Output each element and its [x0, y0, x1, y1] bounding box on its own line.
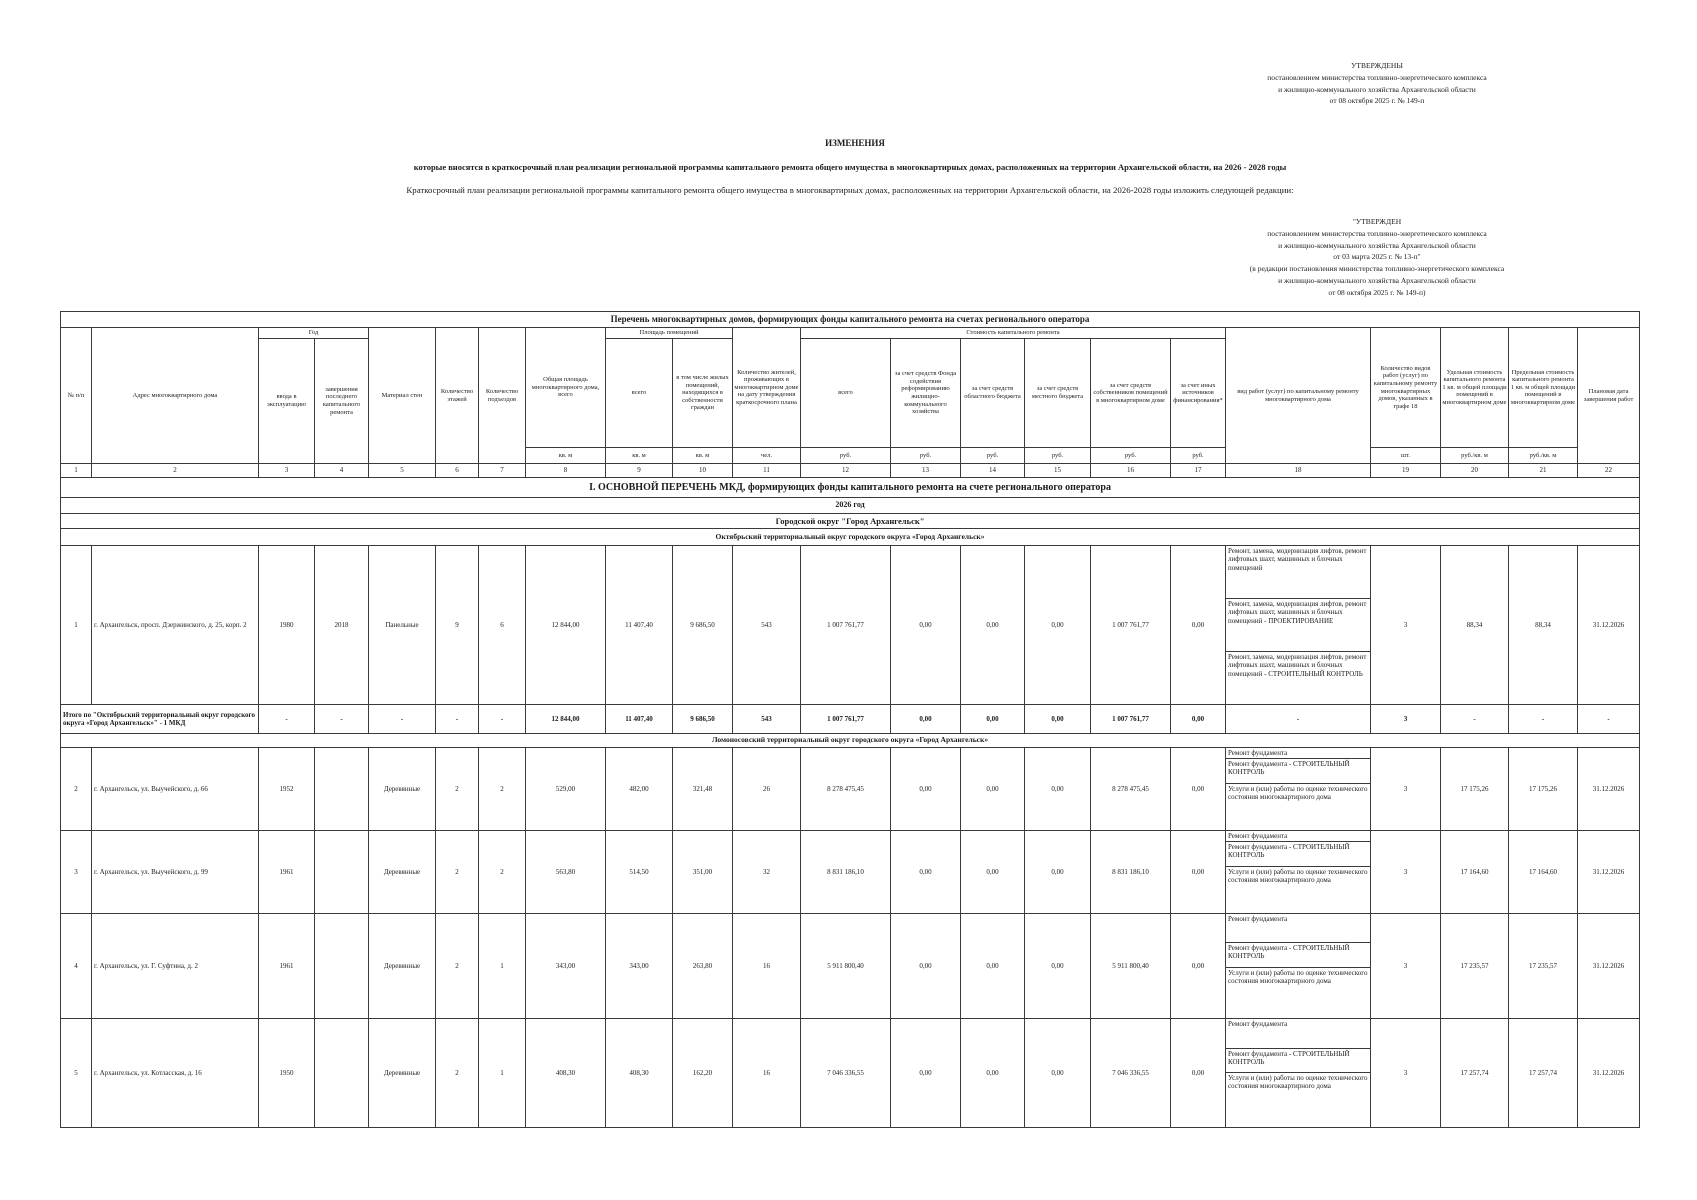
cell-floors: 2 [436, 831, 479, 914]
cell-residential-private-area: 162,20 [673, 1019, 733, 1128]
subtotal-cost-total: 1 007 761,77 [801, 705, 891, 734]
header-works: вид работ (услуг) по капитальному ремонту многоквартирного дома [1226, 328, 1371, 464]
cell-entrances: 6 [479, 546, 526, 705]
header-year-last-repair: завершения последнего капитального ремонта [315, 339, 369, 464]
cell-residential-private-area: 263,80 [673, 914, 733, 1019]
cell-completion-date: 31.12.2026 [1578, 914, 1640, 1019]
unit-cost-owners: руб. [1091, 448, 1171, 464]
cell-cost-total: 5 911 800,40 [801, 914, 891, 1019]
cell-total-area: 12 844,00 [526, 546, 606, 705]
district-title-row [61, 529, 1640, 546]
header-floors: Количество этажей [436, 328, 479, 464]
subtotal-total-area: 12 844,00 [526, 705, 606, 734]
cell-cost-owners: 7 046 336,55 [1091, 1019, 1171, 1128]
header-completion-date: Плановая дата завершения работ [1578, 328, 1640, 464]
header-address: Адрес многоквартирного дома [92, 328, 259, 464]
municipality-title: Городской округ "Город Архангельск" [61, 514, 1640, 529]
column-number: 19 [1371, 464, 1441, 478]
header-premises-area: всего [606, 339, 673, 448]
cell-floors: 2 [436, 914, 479, 1019]
cell-entrances: 2 [479, 831, 526, 914]
cell-premises-area: 514,50 [606, 831, 673, 914]
header-cost-owners: за счет средств собственников помещений в многоквартирном доме [1091, 339, 1171, 448]
cell-wall-material: Деревянные [369, 1019, 436, 1128]
quoted-approval-line: от 08 октября 2025 г. № 149-п) [1328, 287, 1426, 297]
cell-premises-area: 482,00 [606, 748, 673, 831]
unit-works-count: шт. [1371, 448, 1441, 464]
column-number: 8 [526, 464, 606, 478]
subtotal-cost-other: 0,00 [1171, 705, 1226, 734]
district-title: Октябрьский территориальный округ городского округа «Город Архангельск» [61, 529, 1640, 546]
document-subtitle: которые вносятся в краткосрочный план реализации региональной программы капитального ремонта общего имущества в многоквартирных домах, расположенных на территории Архангельской области, на 2026 - 2028 годы [413, 162, 1287, 172]
subtotal-max-unit-cost: - [1509, 705, 1578, 734]
table-title: Перечень многоквартирных домов, формирующих фонды капитального ремонта на счетах регионального оператора [61, 312, 1640, 328]
cell-cost-local: 0,00 [1025, 1019, 1091, 1128]
quoted-approval-line: и жилищно-коммунального хозяйства Архангельской области [1278, 240, 1476, 250]
cell-cost-other: 0,00 [1171, 1019, 1226, 1128]
unit-cost-other: руб. [1171, 448, 1226, 464]
column-number: 1 [61, 464, 92, 478]
cell-max-unit-cost: 17 235,57 [1509, 914, 1578, 1019]
cell-num: 5 [61, 1019, 92, 1128]
column-number: 6 [436, 464, 479, 478]
cell-total-area: 529,00 [526, 748, 606, 831]
cell-entrances: 1 [479, 1019, 526, 1128]
subtotal-cost-regional: 0,00 [961, 705, 1025, 734]
cell-cost-total: 8 831 186,10 [801, 831, 891, 914]
cell-cost-owners: 8 831 186,10 [1091, 831, 1171, 914]
work-type: Ремонт фундамента - СТРОИТЕЛЬНЫЙ КОНТРОЛЬ [1226, 1049, 1371, 1073]
document-title: ИЗМЕНЕНИЯ [825, 138, 885, 148]
subtotal-premises-area: 11 407,40 [606, 705, 673, 734]
cell-residential-private-area: 351,00 [673, 831, 733, 914]
cell-address: г. Архангельск, ул. Выучейского, д. 99 [92, 831, 259, 914]
approval-line: постановлением министерства топливно-энергетического комплекса [1267, 72, 1487, 82]
column-number: 20 [1441, 464, 1509, 478]
header-cost-group: Стоимость капитального ремонта [801, 328, 1226, 339]
cell-cost-fund: 0,00 [891, 831, 961, 914]
quoted-approval-line: от 03 марта 2025 г. № 13-п" [1333, 252, 1421, 262]
column-number: 22 [1578, 464, 1640, 478]
subtotal-works-count: 3 [1371, 705, 1441, 734]
work-type: Ремонт фундамента - СТРОИТЕЛЬНЫЙ КОНТРОЛЬ [1226, 943, 1371, 968]
header-area-group: Площадь помещений [606, 328, 733, 339]
work-type: Ремонт, замена, модернизация лифтов, ремонт лифтовых шахт, машинных и блочных помещений - СТРОИТЕЛЬНЫЙ КОНТРОЛЬ [1226, 652, 1371, 705]
cell-year-built: 1980 [259, 546, 315, 705]
cell-unit-cost: 17 257,74 [1441, 1019, 1509, 1128]
work-type: Услуги и (или) работы по оценке технического состояния многоквартирного дома [1226, 867, 1371, 914]
cell-residents: 16 [733, 914, 801, 1019]
table-row [61, 748, 1640, 759]
header-row [61, 328, 1640, 339]
section-title-row [61, 478, 1640, 498]
cell-max-unit-cost: 17 164,60 [1509, 831, 1578, 914]
cell-residents: 16 [733, 1019, 801, 1128]
subtotal-wall-material: - [369, 705, 436, 734]
quoted-approval-line: постановлением министерства топливно-энергетического комплекса [1267, 228, 1487, 238]
cell-total-area: 343,00 [526, 914, 606, 1019]
cell-wall-material: Деревянные [369, 748, 436, 831]
cell-works-count: 3 [1371, 914, 1441, 1019]
work-type: Ремонт фундамента [1226, 748, 1371, 759]
cell-wall-material: Панельные [369, 546, 436, 705]
cell-num: 4 [61, 914, 92, 1019]
subtotal-residents: 543 [733, 705, 801, 734]
cell-num: 3 [61, 831, 92, 914]
unit-cost-fund: руб. [891, 448, 961, 464]
subtotal-cost-fund: 0,00 [891, 705, 961, 734]
unit-residential-private-area: кв. м [673, 448, 733, 464]
header-unit-cost: Удельная стоимость капитального ремонта 1 кв. м общей площади помещений в многоквартирном доме [1441, 328, 1509, 448]
cell-residential-private-area: 9 686,50 [673, 546, 733, 705]
column-number: 16 [1091, 464, 1171, 478]
column-number: 5 [369, 464, 436, 478]
header-wall-material: Материал стен [369, 328, 436, 464]
work-type: Ремонт фундамента - СТРОИТЕЛЬНЫЙ КОНТРОЛЬ [1226, 759, 1371, 784]
cell-unit-cost: 88,34 [1441, 546, 1509, 705]
cell-max-unit-cost: 88,34 [1509, 546, 1578, 705]
subtotal-cost-local: 0,00 [1025, 705, 1091, 734]
cell-year-last-repair [315, 831, 369, 914]
header-total-area: Общая площадь многоквартирного дома, всего [526, 328, 606, 448]
subtotal-residential-private-area: 9 686,50 [673, 705, 733, 734]
column-number: 13 [891, 464, 961, 478]
cell-floors: 9 [436, 546, 479, 705]
capital-repair-table [60, 311, 1640, 1128]
header-works-count: Количество видов работ (услуг) по капитальному ремонту многоквартирных домов, указанных в графе 18 [1371, 328, 1441, 448]
cell-cost-fund: 0,00 [891, 748, 961, 831]
header-cost-fund: за счет средств Фонда содействия реформированию жилищно-коммунального хозяйства [891, 339, 961, 448]
subtotal-year-last-repair: - [315, 705, 369, 734]
quoted-approval-title: "УТВЕРЖДЕН [1352, 217, 1402, 226]
column-number: 15 [1025, 464, 1091, 478]
cell-cost-regional: 0,00 [961, 1019, 1025, 1128]
header-year-group: Год [259, 328, 369, 339]
cell-cost-total: 8 278 475,45 [801, 748, 891, 831]
cell-residents: 26 [733, 748, 801, 831]
cell-total-area: 563,80 [526, 831, 606, 914]
quoted-approval-stamp [1227, 216, 1527, 299]
cell-year-built: 1961 [259, 914, 315, 1019]
unit-max-unit-cost: руб./кв. м [1509, 448, 1578, 464]
cell-year-last-repair [315, 1019, 369, 1128]
unit-residents: чел. [733, 448, 801, 464]
cell-year-last-repair [315, 914, 369, 1019]
work-type: Ремонт, замена, модернизация лифтов, ремонт лифтовых шахт, машинных и блочных помещений - ПРОЕКТИРОВАНИЕ [1226, 599, 1371, 652]
subtotal-works: - [1226, 705, 1371, 734]
column-number: 12 [801, 464, 891, 478]
approval-line: и жилищно-коммунального хозяйства Архангельской области [1278, 84, 1476, 94]
column-number: 11 [733, 464, 801, 478]
cell-entrances: 2 [479, 748, 526, 831]
column-number: 7 [479, 464, 526, 478]
cell-year-built: 1961 [259, 831, 315, 914]
cell-total-area: 408,30 [526, 1019, 606, 1128]
cell-works-count: 3 [1371, 546, 1441, 705]
header-cost-total: всего [801, 339, 891, 448]
cell-unit-cost: 17 175,26 [1441, 748, 1509, 831]
work-type: Ремонт фундамента [1226, 831, 1371, 842]
cell-year-built: 1950 [259, 1019, 315, 1128]
cell-year-last-repair: 2018 [315, 546, 369, 705]
approval-stamp [1227, 60, 1527, 107]
cell-cost-regional: 0,00 [961, 748, 1025, 831]
header-max-unit-cost: Предельная стоимость капитального ремонта 1 кв. м общей площади помещений в многоквартирном доме [1509, 328, 1578, 448]
approval-title: УТВЕРЖДЕНЫ [1351, 61, 1403, 70]
cell-cost-owners: 1 007 761,77 [1091, 546, 1171, 705]
cell-wall-material: Деревянные [369, 914, 436, 1019]
subtotal-floors: - [436, 705, 479, 734]
header-residents: Количество жителей, проживающих в многоквартирном доме на дату утверждения краткосрочного плана [733, 328, 801, 448]
cell-cost-other: 0,00 [1171, 914, 1226, 1019]
cell-num: 2 [61, 748, 92, 831]
quoted-approval-line: и жилищно-коммунального хозяйства Архангельской области [1278, 275, 1476, 285]
table-row [61, 831, 1640, 842]
header-num: № п/п [61, 328, 92, 464]
municipality-title-row [61, 514, 1640, 529]
cell-completion-date: 31.12.2026 [1578, 546, 1640, 705]
header-entrances: Количество подъездов [479, 328, 526, 464]
cell-premises-area: 408,30 [606, 1019, 673, 1128]
quoted-approval-line: (в редакции постановления министерства топливно-энергетического комплекса [1249, 264, 1505, 274]
cell-wall-material: Деревянные [369, 831, 436, 914]
cell-works-count: 3 [1371, 831, 1441, 914]
cell-max-unit-cost: 17 175,26 [1509, 748, 1578, 831]
section-title: I. ОСНОВНОЙ ПЕРЕЧЕНЬ МКД, формирующих фонды капитального ремонта на счете регионального оператора [61, 478, 1640, 498]
work-type: Ремонт фундамента - СТРОИТЕЛЬНЫЙ КОНТРОЛЬ [1226, 842, 1371, 867]
table-row [61, 546, 1640, 599]
subtotal-entrances: - [479, 705, 526, 734]
cell-cost-other: 0,00 [1171, 748, 1226, 831]
cell-residential-private-area: 321,48 [673, 748, 733, 831]
header-cost-local: за счет средств местного бюджета [1025, 339, 1091, 448]
cell-cost-other: 0,00 [1171, 546, 1226, 705]
header-cost-regional: за счет средств областного бюджета [961, 339, 1025, 448]
cell-completion-date: 31.12.2026 [1578, 1019, 1640, 1128]
cell-entrances: 1 [479, 914, 526, 1019]
cell-cost-fund: 0,00 [891, 914, 961, 1019]
cell-works-count: 3 [1371, 748, 1441, 831]
unit-cost-regional: руб. [961, 448, 1025, 464]
district-title-row [61, 734, 1640, 748]
year-title: 2026 год [61, 498, 1640, 514]
cell-cost-owners: 5 911 800,40 [1091, 914, 1171, 1019]
unit-unit-cost: руб./кв. м [1441, 448, 1509, 464]
cell-cost-total: 7 046 336,55 [801, 1019, 891, 1128]
table-body [61, 464, 1640, 1128]
column-number: 3 [259, 464, 315, 478]
cell-year-last-repair [315, 748, 369, 831]
header-residential-private-area: в том числе жилых помещений, находящихся в собственности граждан [673, 339, 733, 448]
cell-cost-local: 0,00 [1025, 914, 1091, 1019]
work-type: Услуги и (или) работы по оценке технического состояния многоквартирного дома [1226, 1073, 1371, 1128]
work-type: Услуги и (или) работы по оценке технического состояния многоквартирного дома [1226, 968, 1371, 1019]
subtotal-label: Итого по "Октябрьский территориальный округ городского округа «Город Архангельск»" - 1 МКД [61, 705, 259, 734]
cell-cost-local: 0,00 [1025, 831, 1091, 914]
header-cost-other: за счет иных источников финансирования* [1171, 339, 1226, 448]
table-row [61, 1019, 1640, 1049]
cell-completion-date: 31.12.2026 [1578, 748, 1640, 831]
unit-total-area: кв. м [526, 448, 606, 464]
cell-cost-owners: 8 278 475,45 [1091, 748, 1171, 831]
cell-works-count: 3 [1371, 1019, 1441, 1128]
cell-premises-area: 343,00 [606, 914, 673, 1019]
cell-premises-area: 11 407,40 [606, 546, 673, 705]
cell-cost-regional: 0,00 [961, 831, 1025, 914]
cell-address: г. Архангельск, ул. Котласская, д. 16 [92, 1019, 259, 1128]
cell-cost-local: 0,00 [1025, 546, 1091, 705]
cell-address: г. Архангельск, ул. Выучейского, д. 66 [92, 748, 259, 831]
unit-cost-local: руб. [1025, 448, 1091, 464]
work-type: Ремонт фундамента [1226, 914, 1371, 943]
column-number: 17 [1171, 464, 1226, 478]
column-numbers-row [61, 464, 1640, 478]
cell-cost-fund: 0,00 [891, 546, 961, 705]
work-type: Ремонт, замена, модернизация лифтов, ремонт лифтовых шахт, машинных и блочных помещений [1226, 546, 1371, 599]
cell-cost-total: 1 007 761,77 [801, 546, 891, 705]
table-row [61, 914, 1640, 943]
table-title-row [61, 312, 1640, 328]
district-title: Ломоносовский территориальный округ городского округа «Город Архангельск» [61, 734, 1640, 748]
cell-residents: 32 [733, 831, 801, 914]
cell-residents: 543 [733, 546, 801, 705]
year-title-row [61, 498, 1640, 514]
column-number: 18 [1226, 464, 1371, 478]
subtotal-row [61, 705, 1640, 734]
unit-cost-total: руб. [801, 448, 891, 464]
cell-floors: 2 [436, 1019, 479, 1128]
column-number: 14 [961, 464, 1025, 478]
subtotal-year-built: - [259, 705, 315, 734]
cell-cost-fund: 0,00 [891, 1019, 961, 1128]
subtotal-completion-date: - [1578, 705, 1640, 734]
column-number: 21 [1509, 464, 1578, 478]
document-instruction: Краткосрочный план реализации региональной программы капитального ремонта общего имущества в многоквартирных домах, расположенных на территории Архангельской области, на 2026-2028 годы изложить следующей редакции: [406, 185, 1294, 195]
cell-cost-other: 0,00 [1171, 831, 1226, 914]
approval-line: от 08 октября 2025 г. № 149-п [1329, 96, 1425, 106]
column-number: 10 [673, 464, 733, 478]
unit-premises-area: кв. м [606, 448, 673, 464]
cell-cost-local: 0,00 [1025, 748, 1091, 831]
cell-cost-regional: 0,00 [961, 546, 1025, 705]
subtotal-unit-cost: - [1441, 705, 1509, 734]
cell-address: г. Архангельск, просп. Дзержинского, д. 25, корп. 2 [92, 546, 259, 705]
column-number: 4 [315, 464, 369, 478]
work-type: Услуги и (или) работы по оценке технического состояния многоквартирного дома [1226, 784, 1371, 831]
work-type: Ремонт фундамента [1226, 1019, 1371, 1049]
column-number: 9 [606, 464, 673, 478]
subtotal-cost-owners: 1 007 761,77 [1091, 705, 1171, 734]
cell-completion-date: 31.12.2026 [1578, 831, 1640, 914]
cell-cost-regional: 0,00 [961, 914, 1025, 1019]
header-year-built: ввода в эксплуатацию [259, 339, 315, 464]
cell-address: г. Архангельск, ул. Г. Суфтина, д. 2 [92, 914, 259, 1019]
cell-unit-cost: 17 164,60 [1441, 831, 1509, 914]
cell-floors: 2 [436, 748, 479, 831]
cell-num: 1 [61, 546, 92, 705]
cell-max-unit-cost: 17 257,74 [1509, 1019, 1578, 1128]
cell-year-built: 1952 [259, 748, 315, 831]
cell-unit-cost: 17 235,57 [1441, 914, 1509, 1019]
column-number: 2 [92, 464, 259, 478]
